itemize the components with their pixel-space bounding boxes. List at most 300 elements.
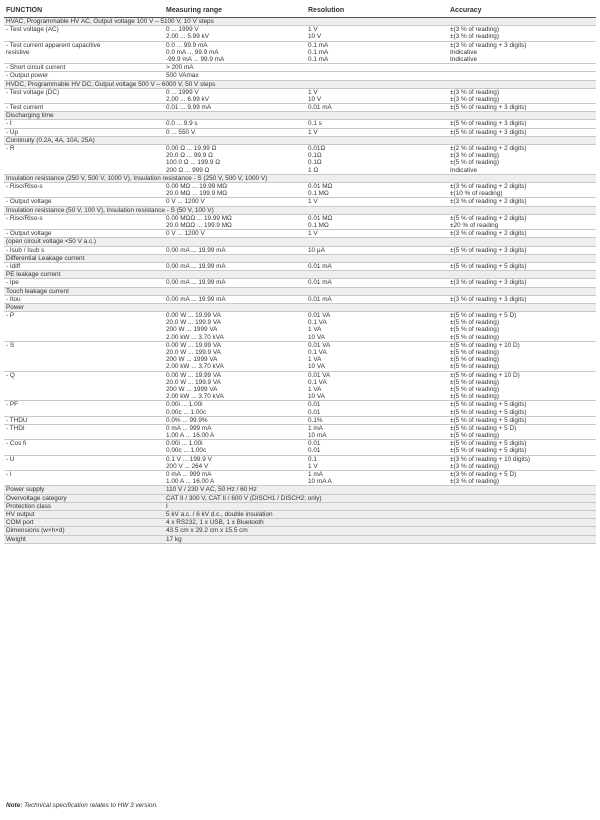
spec-row — [4, 511, 596, 519]
table-row — [4, 64, 596, 72]
resolution-cell — [306, 145, 448, 175]
range-cell-line: 0.00i ... 1.00i — [166, 401, 203, 409]
section-title: PE leakage current — [4, 271, 596, 279]
resolution-cell — [306, 41, 448, 64]
resolution-cell — [306, 440, 448, 455]
section-title: (open circuit voltage <50 V a.c.) — [4, 238, 596, 246]
resolution-cell — [306, 295, 448, 303]
accuracy-cell-line: ±20 % of reading — [450, 221, 499, 229]
function-cell-line: - THDI — [6, 424, 25, 432]
resolution-cell-line: 1 V — [308, 230, 318, 238]
spec-value: I — [164, 502, 596, 510]
resolution-cell-line: 0.1 VA — [308, 378, 327, 386]
table-row — [4, 440, 596, 455]
section-row — [4, 136, 596, 144]
range-cell-line: 20.0 MΩΩ ... 199.9 MΩ — [166, 221, 232, 229]
resolution-cell-line: 0.01 — [308, 401, 321, 409]
accuracy-cell-line: ±(5 % of reading + 5 digits) — [450, 262, 527, 270]
resolution-cell — [306, 120, 448, 128]
range-cell — [164, 440, 306, 455]
range-cell — [164, 214, 306, 229]
accuracy-cell-line: ±(5 % of reading + 5 D) — [450, 312, 517, 320]
resolution-cell-line: 10 VA — [308, 393, 325, 401]
accuracy-cell — [448, 198, 596, 206]
resolution-cell — [306, 424, 448, 439]
function-cell-line: - THDU — [6, 416, 28, 424]
resolution-cell-line: 0.1 s — [308, 120, 322, 128]
resolution-cell-line: 0.1 mA — [308, 41, 329, 49]
accuracy-cell-line: ±(5 % of reading) — [450, 349, 499, 357]
accuracy-cell — [448, 262, 596, 270]
accuracy-cell-line: ±(5 % of reading + 5 D) — [450, 424, 517, 432]
section-title: Insulation resistance (50 V, 100 V), Insulation resistance - S (50 V, 100 V) — [4, 206, 596, 214]
table-row — [4, 72, 596, 80]
range-cell-line: 0.0 mA ... 99.9 mA — [166, 48, 219, 56]
table-row — [4, 471, 596, 486]
range-cell-line: 0 ... 1999 V — [166, 26, 199, 34]
spec-value: 4 x RS232, 1 x USB, 1 x Bluetooth — [164, 519, 596, 527]
table-header-row — [4, 4, 596, 18]
table-row — [4, 104, 596, 112]
resolution-cell — [306, 262, 448, 270]
function-cell — [4, 341, 164, 371]
accuracy-cell-line: ±(3 % of reading + 5 D) — [450, 471, 517, 479]
resolution-cell-line: 10 V — [308, 33, 322, 41]
resolution-cell-line: 0.1 mA — [308, 55, 329, 63]
function-cell-line: - Output voltage — [6, 230, 52, 238]
resolution-cell — [306, 198, 448, 206]
note-text: Technical specification relates to HW 3 version. — [22, 802, 158, 809]
spec-row — [4, 535, 596, 543]
section-title: Discharging time — [4, 112, 596, 120]
function-cell-line: - Output power — [6, 72, 49, 80]
resolution-cell — [306, 371, 448, 401]
accuracy-cell-line: ±(5 % of reading + 5 digits) — [450, 416, 527, 424]
spec-row — [4, 486, 596, 494]
resolution-cell — [306, 26, 448, 41]
accuracy-cell — [448, 230, 596, 238]
function-cell-line: - Test current apparent capacitive — [6, 41, 101, 49]
accuracy-cell-line: ±(3 % of reading + 2 digits) — [450, 183, 527, 191]
range-cell-line: 0 V ... 1200 V — [166, 198, 205, 206]
range-cell-line: 20.0 MΩ ... 199.9 MΩ — [166, 190, 228, 198]
function-cell — [4, 471, 164, 486]
resolution-cell-line: 0.01 mA — [308, 104, 332, 112]
spec-value: 43.5 cm x 29.2 cm x 15.5 cm — [164, 527, 596, 535]
function-cell-line: - Test current — [6, 104, 44, 112]
accuracy-cell-line: ±(5 % of reading + 3 digits) — [450, 246, 527, 254]
range-cell-line: 0.00 W ... 19.99 VA — [166, 312, 221, 320]
range-cell — [164, 455, 306, 470]
range-cell-line: 0.00 MΩ ... 19.99 MΩ — [166, 183, 228, 191]
spec-label: COM port — [4, 519, 164, 527]
accuracy-cell — [448, 128, 596, 136]
accuracy-cell-line: ±(5 % of reading + 2 digits) — [450, 214, 527, 222]
accuracy-cell-line: Indicative — [450, 48, 477, 56]
section-row — [4, 174, 596, 182]
range-cell-line: 0.1 V ... 199.9 V — [166, 455, 212, 463]
range-cell — [164, 371, 306, 401]
function-cell — [4, 262, 164, 270]
resolution-cell-line: 0.1 MΩ — [308, 221, 329, 229]
accuracy-cell-line: ±(2 % of reading + 2 digits) — [450, 145, 527, 153]
spec-value: 110 V / 230 V AC, 50 Hz / 60 Hz — [164, 486, 596, 494]
function-cell-line: resistive — [6, 48, 30, 56]
range-cell — [164, 26, 306, 41]
range-cell — [164, 104, 306, 112]
resolution-cell-line: 0.01 — [308, 447, 321, 455]
range-cell-line: 1.00 A ... 16.00 A — [166, 478, 215, 486]
function-cell-line: - U — [6, 455, 15, 463]
resolution-cell-line: 0.01 — [308, 440, 321, 448]
accuracy-cell-line: ±(5 % of reading + 10 D) — [450, 341, 520, 349]
resolution-cell — [306, 64, 448, 72]
accuracy-cell-line: ±(3 % of reading) — [450, 478, 499, 486]
function-cell-line: - Cos fi — [6, 440, 27, 448]
resolution-cell-line: 0.01 VA — [308, 312, 331, 320]
function-cell — [4, 26, 164, 41]
accuracy-cell-line: ±(3 % of reading) — [450, 88, 499, 96]
range-cell-line: 0 mA ... 999 mA — [166, 471, 212, 479]
section-row — [4, 206, 596, 214]
function-cell-line — [6, 33, 164, 40]
accuracy-cell — [448, 295, 596, 303]
resolution-cell-line: 0.1 mA — [308, 48, 329, 56]
function-cell — [4, 424, 164, 439]
resolution-cell — [306, 279, 448, 287]
function-cell — [4, 64, 164, 72]
range-cell-line: 200 W ... 1999 VA — [166, 326, 218, 334]
function-cell — [4, 295, 164, 303]
range-cell — [164, 64, 306, 72]
range-cell-line: 0 mA ... 999 mA — [166, 424, 212, 432]
header-function: FUNCTION — [4, 4, 164, 18]
resolution-cell — [306, 183, 448, 198]
function-cell — [4, 455, 164, 470]
function-cell-line: - Up — [6, 128, 19, 136]
range-cell-line: 200 Ω ... 999 Ω — [166, 166, 210, 174]
range-cell-line: 2.00 ... 6.99 kV — [166, 95, 209, 103]
function-cell-line: - PF — [6, 401, 19, 409]
resolution-cell-line: 1 V — [308, 26, 318, 34]
accuracy-cell-line: ±(3 % of reading + 2 digits) — [450, 230, 527, 238]
note-label: Note: — [6, 802, 23, 809]
range-cell — [164, 471, 306, 486]
function-cell — [4, 416, 164, 424]
function-cell — [4, 230, 164, 238]
function-cell — [4, 401, 164, 416]
specification-table — [4, 4, 596, 544]
function-cell — [4, 41, 164, 64]
range-cell-line: 0.00c ... 1.00c — [166, 447, 207, 455]
resolution-cell — [306, 341, 448, 371]
range-cell-line: 0.00 W ... 19.99 VA — [166, 341, 221, 349]
range-cell-line: 0.0% ... 99.9% — [166, 416, 208, 424]
range-cell — [164, 183, 306, 198]
section-row — [4, 254, 596, 262]
range-cell — [164, 198, 306, 206]
accuracy-cell-line: ±(5 % of reading) — [450, 385, 499, 393]
resolution-cell-line: 0.01 mA — [308, 279, 332, 287]
section-title: Power — [4, 303, 596, 311]
accuracy-cell — [448, 312, 596, 342]
accuracy-cell-line: ±(3 % of reading) — [450, 462, 499, 470]
range-cell-line: 0.00i ... 1.00i — [166, 440, 203, 448]
header-resolution: Resolution — [306, 4, 448, 18]
accuracy-cell — [448, 455, 596, 470]
range-cell-line: 2.00 kW ... 3.70 kVA — [166, 333, 224, 341]
range-cell-line: 2.00 kW ... 3.70 kVA — [166, 393, 224, 401]
section-row — [4, 112, 596, 120]
table-row — [4, 312, 596, 342]
table-row — [4, 88, 596, 103]
range-cell-line: 200 V ... 264 V — [166, 462, 209, 470]
table-row — [4, 455, 596, 470]
resolution-cell-line: 10 VA — [308, 363, 325, 371]
range-cell — [164, 41, 306, 64]
resolution-cell-line: 1 mA — [308, 424, 323, 432]
table-row — [4, 128, 596, 136]
range-cell-line: 0 V ... 1200 V — [166, 230, 205, 238]
resolution-cell-line: 0.01 mA — [308, 295, 332, 303]
resolution-cell-line: 0.1Ω — [308, 152, 322, 160]
range-cell-line: 0 ... 1999 V — [166, 88, 199, 96]
range-cell-line: 0.00 Ω ... 19.99 Ω — [166, 145, 217, 153]
function-cell-line: - Output voltage — [6, 198, 52, 206]
resolution-cell-line: 1 V — [308, 198, 318, 206]
range-cell-line: 100.0 Ω ... 199.9 Ω — [166, 159, 220, 167]
range-cell-line: 20.0 W ... 199.9 VA — [166, 378, 221, 386]
accuracy-cell-line: ±(5 % of reading) — [450, 393, 499, 401]
table-row — [4, 230, 596, 238]
table-row — [4, 371, 596, 401]
function-cell — [4, 88, 164, 103]
range-cell-line: 200 W ... 1999 VA — [166, 385, 218, 393]
resolution-cell-line: 1 Ω — [308, 166, 319, 174]
spec-value: 17 kg — [164, 535, 596, 543]
resolution-cell-line: 10 VA — [308, 333, 325, 341]
accuracy-cell-line: ±(5 % of reading) — [450, 363, 499, 371]
spec-row — [4, 502, 596, 510]
table-row — [4, 416, 596, 424]
resolution-cell-line: 1 V — [308, 462, 318, 470]
range-cell — [164, 262, 306, 270]
range-cell-line: 0.00c ... 1.00c — [166, 408, 207, 416]
accuracy-cell — [448, 371, 596, 401]
accuracy-cell-line: Indicative — [450, 166, 477, 174]
range-cell-line: 20.0 W ... 199.9 VA — [166, 319, 221, 327]
table-row — [4, 295, 596, 303]
range-cell — [164, 128, 306, 136]
section-row — [4, 271, 596, 279]
spec-label: Dimensions (w×h×d) — [4, 527, 164, 535]
spec-row — [4, 519, 596, 527]
function-cell — [4, 214, 164, 229]
spec-row — [4, 527, 596, 535]
table-row — [4, 41, 596, 64]
resolution-cell-line: 0.01Ω — [308, 145, 326, 153]
spec-label: Power supply — [4, 486, 164, 494]
accuracy-cell — [448, 145, 596, 175]
function-cell-line — [6, 96, 164, 103]
function-cell — [4, 145, 164, 175]
range-cell — [164, 246, 306, 254]
resolution-cell-line: 0.01 MΩ — [308, 214, 333, 222]
accuracy-cell — [448, 183, 596, 198]
range-cell-line: 1.00 A ... 16.00 A — [166, 432, 215, 440]
function-cell — [4, 72, 164, 80]
function-cell — [4, 183, 164, 198]
function-cell-line: - R — [6, 145, 15, 153]
function-cell — [4, 279, 164, 287]
accuracy-cell-line: ±(5 % of reading) — [450, 378, 499, 386]
range-cell-line: 0.00 mA ... 19.99 mA — [166, 246, 226, 254]
resolution-cell-line: 10 mA A — [308, 478, 332, 486]
range-cell-line: 0.00 mA ... 19.99 mA — [166, 279, 226, 287]
accuracy-cell-line: ±(5 % of reading + 5 digits) — [450, 440, 527, 448]
range-cell-line: > 200 mA — [166, 64, 194, 72]
table-row — [4, 424, 596, 439]
range-cell-line: 0.00 MΩΩ ... 19.99 MΩ — [166, 214, 232, 222]
table-row — [4, 120, 596, 128]
resolution-cell — [306, 230, 448, 238]
function-cell-line: - I — [6, 471, 12, 479]
resolution-cell-line: 1 VA — [308, 356, 322, 364]
range-cell-line: 200 W ... 1999 VA — [166, 356, 218, 364]
accuracy-cell — [448, 104, 596, 112]
accuracy-cell-line: ±(5 % of reading + 3 digits) — [450, 120, 527, 128]
range-cell-line: 0.01 ... 9.99 mA — [166, 104, 212, 112]
table-row — [4, 214, 596, 229]
section-title: Continuity (0.2A, 4A, 10A, 25A) — [4, 136, 596, 144]
spec-label: HV output — [4, 511, 164, 519]
footnote — [6, 802, 158, 809]
function-cell-line: - Itou — [6, 295, 21, 303]
range-cell-line: 0.00 W ... 19.99 VA — [166, 371, 221, 379]
accuracy-cell-line: ±(5 % of reading + 5 digits) — [450, 401, 527, 409]
table-row — [4, 246, 596, 254]
range-cell — [164, 295, 306, 303]
range-cell — [164, 401, 306, 416]
resolution-cell — [306, 312, 448, 342]
accuracy-cell-line: ±(5 % of reading + 5 digits) — [450, 447, 527, 455]
accuracy-cell — [448, 471, 596, 486]
function-cell-line: - Isub / Isub s — [6, 246, 45, 254]
accuracy-cell-line: ±(3 % of reading + 10 digits) — [450, 455, 531, 463]
accuracy-cell — [448, 120, 596, 128]
table-row — [4, 262, 596, 270]
spec-value: CAT II / 300 V, CAT II / 600 V (DISCH1 / DISCH2; only) — [164, 494, 596, 502]
accuracy-cell — [448, 72, 596, 80]
function-cell — [4, 371, 164, 401]
resolution-cell — [306, 416, 448, 424]
function-cell — [4, 120, 164, 128]
accuracy-cell-line: ±(5 % of reading) — [450, 326, 499, 334]
range-cell-line: 2.00 ... 5.99 kV — [166, 33, 209, 41]
section-row — [4, 80, 596, 88]
accuracy-cell-line: ±(3 % of reading + 3 digits) — [450, 41, 527, 49]
table-row — [4, 341, 596, 371]
accuracy-cell-line: ±(5 % of reading) — [450, 319, 499, 327]
resolution-cell-line: 0.1 VA — [308, 349, 327, 357]
function-cell — [4, 440, 164, 455]
resolution-cell-line: 0.01 — [308, 408, 321, 416]
resolution-cell-line: 0.01 VA — [308, 341, 331, 349]
accuracy-cell-line: ±(3 % of reading + 2 digits) — [450, 198, 527, 206]
spec-label: Protection class — [4, 502, 164, 510]
accuracy-cell-line: ±(5 % of reading + 10 D) — [450, 371, 520, 379]
range-cell — [164, 279, 306, 287]
resolution-cell-line: 10 mA — [308, 432, 327, 440]
range-cell — [164, 312, 306, 342]
accuracy-cell-line: ±(3 % of reading + 3 digits) — [450, 295, 527, 303]
resolution-cell — [306, 401, 448, 416]
section-title: Insulation resistance (250 V, 500 V, 1000 V), Insulation resistance - S (250 V, 500 V, 1000 V) — [4, 174, 596, 182]
accuracy-cell-line: ±(3 % of reading) — [450, 95, 499, 103]
function-cell-line: - Short circuit current — [6, 64, 66, 72]
range-cell — [164, 120, 306, 128]
section-title: Differential Leakage current — [4, 254, 596, 262]
section-row — [4, 238, 596, 246]
resolution-cell-line: 0.01 VA — [308, 371, 331, 379]
resolution-cell-line: 1 V — [308, 88, 318, 96]
accuracy-cell-line: ±(5 % of reading) — [450, 356, 499, 364]
accuracy-cell — [448, 41, 596, 64]
accuracy-cell-line: ±(3 % of reading) — [450, 33, 499, 41]
accuracy-cell — [448, 416, 596, 424]
section-title: Touch leakage current — [4, 287, 596, 295]
accuracy-cell-line: ±(3 % of reading + 3 digits) — [450, 279, 527, 287]
resolution-cell-line: 1 VA — [308, 385, 322, 393]
range-cell — [164, 416, 306, 424]
function-cell — [4, 104, 164, 112]
resolution-cell-line: 0.01 MΩ — [308, 183, 333, 191]
resolution-cell-line: 1 V — [308, 128, 318, 136]
function-cell-line: - Riso/Riso-s — [6, 183, 43, 191]
resolution-cell-line: 1 VA — [308, 326, 322, 334]
accuracy-cell-line: ±(5 % of reading + 5 digits) — [450, 408, 527, 416]
function-cell-line: - Riso/Riso-s — [6, 214, 43, 222]
range-cell-line: -99.9 mA ... 99.9 mA — [166, 55, 225, 63]
section-row — [4, 18, 596, 26]
function-cell-line: - Test voltage (AC) — [6, 26, 59, 34]
function-cell — [4, 312, 164, 342]
resolution-cell — [306, 471, 448, 486]
function-cell-line: - Q — [6, 371, 15, 379]
accuracy-cell-line: ±(5 % of reading) — [450, 159, 499, 167]
resolution-cell-line: 0.1 MΩ — [308, 190, 329, 198]
section-row — [4, 287, 596, 295]
resolution-cell — [306, 88, 448, 103]
accuracy-cell — [448, 440, 596, 455]
range-cell-line: 0.0 ... 9.9 s — [166, 120, 198, 128]
section-row — [4, 303, 596, 311]
function-cell-line: - P — [6, 312, 15, 320]
accuracy-cell — [448, 401, 596, 416]
range-cell-line: 500 VAmax — [166, 72, 199, 80]
spec-value: 5 kV a.c. / 6 kV d.c., double insulation — [164, 511, 596, 519]
accuracy-cell — [448, 88, 596, 103]
resolution-cell-line: 0.01 mA — [308, 262, 332, 270]
range-cell — [164, 424, 306, 439]
accuracy-cell-line: ±(5 % of reading + 3 digits) — [450, 128, 527, 136]
accuracy-cell — [448, 341, 596, 371]
spec-row — [4, 494, 596, 502]
accuracy-cell-line: ±(5 % of reading) — [450, 432, 499, 440]
resolution-cell-line: 0.1Ω — [308, 159, 322, 167]
resolution-cell-line: 10 μA — [308, 246, 325, 254]
accuracy-cell — [448, 424, 596, 439]
